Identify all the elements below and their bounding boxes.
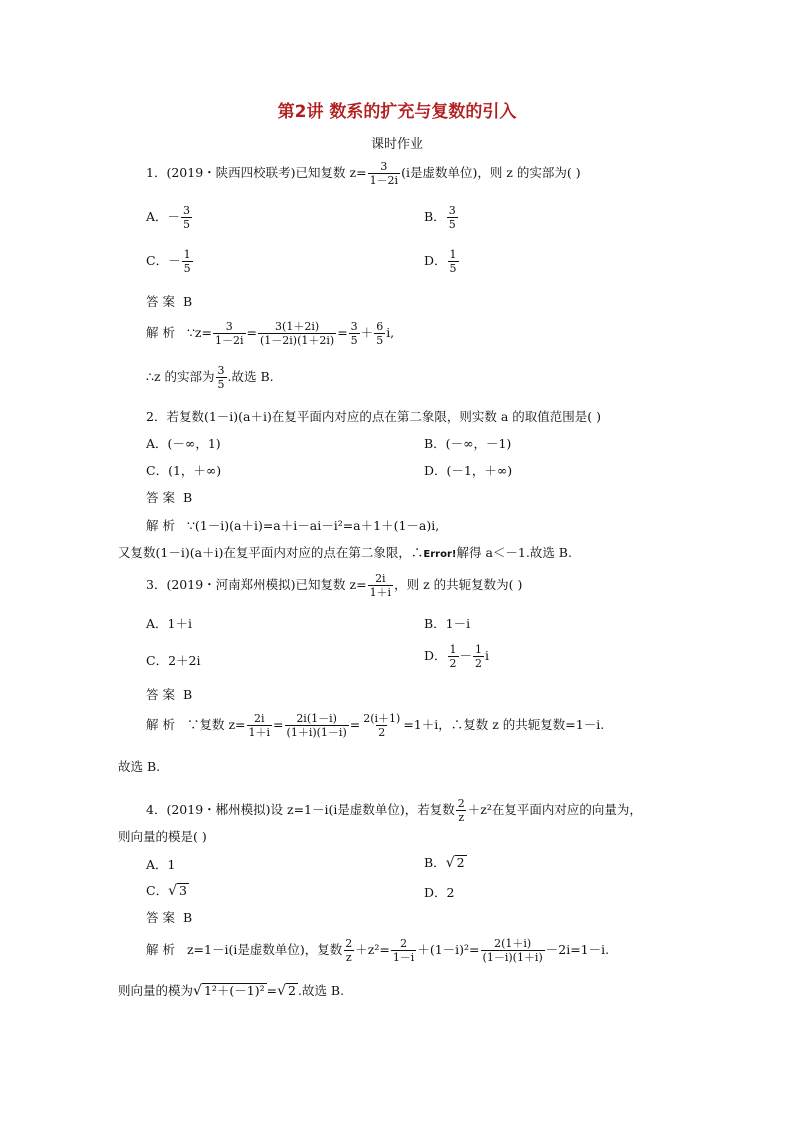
- equals-sign: =: [349, 717, 361, 732]
- q1-option-b: [424, 204, 459, 231]
- solution-fraction: [343, 937, 354, 964]
- frac-num: 3: [217, 364, 225, 377]
- solution-fraction: [216, 364, 227, 391]
- q1-stem-fraction: [368, 160, 401, 187]
- option-label: A．－: [146, 209, 181, 224]
- frac-den: (1＋i)(1－i): [286, 726, 347, 739]
- analysis-label: 解析: [146, 518, 180, 533]
- option-fraction: [448, 248, 459, 275]
- q3-answer: [146, 685, 192, 703]
- q1-solution-line1: [146, 320, 394, 347]
- q4-option-b: [424, 853, 467, 871]
- solution-text-end: －2i=1－i.: [545, 942, 610, 957]
- frac-den: 2: [378, 726, 386, 739]
- solution-fraction: [361, 712, 402, 739]
- sqrt-expression: [168, 883, 189, 898]
- solution-text: ＋(1－i)²=: [417, 942, 480, 957]
- option-label: B．: [424, 855, 446, 870]
- solution-text: ＋z²=: [355, 942, 390, 957]
- answer-label: 答案: [146, 294, 180, 309]
- q4-answer: [146, 908, 192, 926]
- frac-num: 3: [350, 320, 358, 333]
- q1-option-d: [424, 248, 460, 275]
- frac-num: 2: [345, 937, 353, 950]
- option-fraction: [181, 204, 192, 231]
- plus-sign: ＋: [360, 325, 374, 340]
- frac-den: 1－2i: [369, 174, 399, 187]
- radicand: 1²＋(－1)²: [203, 983, 265, 998]
- answer-label: 答案: [146, 910, 180, 925]
- q2-option-b: B．(－∞，－1): [424, 436, 512, 451]
- frac-den: 5: [183, 262, 191, 275]
- q4-solution-line1: [146, 937, 609, 964]
- frac-num: 3: [225, 320, 233, 333]
- solution-fraction: [213, 320, 246, 347]
- q2-option-a: A．(－∞，1): [146, 436, 221, 451]
- q3-stem: [146, 572, 522, 599]
- q2-option-d: D．(－1，＋∞): [424, 463, 513, 478]
- q3-solution-line1: [146, 712, 604, 739]
- analysis-label: 解析: [146, 325, 180, 340]
- solution-text-end: i,: [386, 325, 395, 340]
- radical-sign: √: [168, 883, 177, 899]
- q1-stem-text: 1．(2019・陕西四校联考)已知复数 z=: [146, 165, 367, 180]
- frac-den: 5: [449, 262, 457, 275]
- frac-num: 3: [448, 204, 456, 217]
- frac-den: 1＋i: [369, 586, 392, 599]
- equals-sign: =: [337, 325, 348, 340]
- q2-solution-line1: [146, 516, 439, 534]
- q2-option-c: C．(1，＋∞): [146, 463, 222, 478]
- q3-option-d: [424, 643, 489, 670]
- q1-option-a: [146, 204, 193, 231]
- frac-num: 2: [457, 797, 465, 810]
- q3-option-a: A．1＋i: [146, 616, 192, 631]
- solution-text-end: .故选 B.: [297, 983, 345, 998]
- solution-text: z=1－i(i是虚数单位)，复数: [186, 942, 343, 957]
- frac-den: 5: [350, 334, 358, 347]
- q3-option-b: B．1－i: [424, 616, 471, 631]
- solution-text-end: =1＋i，∴复数 z 的共轭复数=1－i.: [403, 717, 605, 732]
- solution-fraction: [247, 712, 273, 739]
- solution-text-end: 解得 a＜－1.故选 B.: [456, 545, 572, 560]
- q2-solution-line2: [118, 543, 572, 561]
- frac-num: 2i: [254, 712, 265, 725]
- frac-den: 1＋i: [248, 726, 271, 739]
- frac-den: 1－2i: [214, 334, 244, 347]
- solution-fraction: [481, 937, 545, 964]
- stem-text-end: ＋z²在复平面内对应的向量为，: [467, 802, 642, 817]
- q4-option-d: D．2: [424, 885, 455, 900]
- radicand: 2: [288, 983, 296, 998]
- stem-fraction: [456, 797, 467, 824]
- solution-fraction: [391, 937, 417, 964]
- sqrt-expression: [193, 983, 267, 998]
- q3-option-c: C．2＋2i: [146, 653, 201, 668]
- frac-num: 3: [183, 204, 191, 217]
- q2-stem: 2．若复数(1－i)(a＋i)在复平面内对应的点在第二象限，则实数 a 的取值范围是( ): [146, 409, 601, 424]
- answer-label: 答案: [146, 687, 180, 702]
- analysis-label: 解析: [146, 942, 180, 957]
- solution-text-end: .故选 B.: [227, 369, 274, 384]
- sqrt-expression: [277, 983, 298, 998]
- frac-den: 5: [217, 378, 225, 391]
- frac-num: 2: [400, 937, 408, 950]
- radical-sign: √: [445, 855, 455, 871]
- analysis-label: 解析: [146, 717, 180, 732]
- q2-answer: [146, 488, 192, 506]
- frac-num: 1: [475, 643, 483, 656]
- option-text-end: i: [485, 648, 490, 663]
- radical-sign: √: [193, 983, 202, 999]
- q1-stem-text-end: (i是虚数单位)，则 z 的实部为( ): [401, 165, 581, 180]
- solution-fraction: [258, 320, 336, 347]
- frac-den: 2: [449, 657, 457, 670]
- frac-num: 1: [449, 643, 457, 656]
- solution-fraction: [349, 320, 360, 347]
- solution-text: ∴z 的实部为: [146, 369, 215, 384]
- frac-den: (1－i)(1＋i): [482, 951, 543, 964]
- option-fraction: [448, 643, 459, 670]
- option-label: D．: [424, 648, 447, 663]
- frac-num: 2i: [375, 572, 386, 585]
- frac-num: 2(1＋i): [494, 937, 532, 950]
- frac-den: z: [458, 811, 465, 824]
- q4-solution-line2: [118, 981, 344, 999]
- frac-num: 6: [376, 320, 384, 333]
- solution-fraction: [285, 712, 349, 739]
- frac-den: 5: [376, 334, 384, 347]
- solution-text: ∵复数 z=: [186, 717, 246, 732]
- solution-text: 则向量的模为: [118, 983, 194, 998]
- option-label: C．: [146, 883, 169, 898]
- q3-solution-line2: 故选 B.: [118, 759, 161, 774]
- frac-den: 1－i: [392, 951, 415, 964]
- q4-option-c: [146, 881, 189, 899]
- answer-value: B: [183, 490, 193, 505]
- equals-sign: =: [273, 717, 284, 732]
- q1-answer: [146, 292, 192, 310]
- q1-solution-line2: [146, 364, 274, 391]
- solution-fraction: [374, 320, 385, 347]
- radicand: 2: [456, 855, 465, 870]
- frac-den: z: [345, 951, 352, 964]
- option-fraction: [447, 204, 458, 231]
- answer-label: 答案: [146, 490, 180, 505]
- solution-text: ∵(1－i)(a＋i)=a＋i－ai－i²=a＋1＋(1－a)i,: [186, 518, 440, 533]
- solution-text: ∵z=: [186, 325, 212, 340]
- option-label: B．: [424, 209, 446, 224]
- q1-option-c: [146, 248, 194, 275]
- stem-fraction: [368, 572, 394, 599]
- stem-text: 4．(2019・郴州模拟)设 z=1－i(i是虚数单位)，若复数: [146, 802, 455, 817]
- option-label: C．－: [146, 253, 181, 268]
- q4-option-a: A．1: [146, 857, 176, 872]
- equals-sign: =: [246, 325, 257, 340]
- option-fraction: [182, 248, 193, 275]
- minus-sign: －: [459, 648, 473, 663]
- page-subtitle: 课时作业: [370, 137, 423, 152]
- frac-den: (1－2i)(1＋2i): [259, 334, 335, 347]
- option-label: D．: [424, 253, 447, 268]
- frac-num: 1: [449, 248, 457, 261]
- page-title: 第2讲 数系的扩充与复数的引入: [277, 102, 517, 122]
- q4-stem-line1: [146, 797, 642, 824]
- frac-num: 3: [380, 160, 388, 173]
- sqrt-expression: [446, 855, 467, 870]
- q4-stem-line2: 则向量的模是( ): [118, 829, 207, 844]
- stem-text: 3．(2019・河南郑州模拟)已知复数 z=: [146, 577, 367, 592]
- frac-num: 2(i＋1): [363, 712, 401, 725]
- option-fraction: [473, 643, 484, 670]
- frac-num: 1: [183, 248, 191, 261]
- frac-den: 5: [448, 218, 456, 231]
- radical-sign: √: [277, 983, 287, 999]
- equals-sign: =: [266, 983, 278, 998]
- stem-text-end: ，则 z 的共轭复数为( ): [394, 577, 523, 592]
- answer-value: B: [183, 294, 193, 309]
- answer-value: B: [183, 910, 193, 925]
- frac-num: 2i(1－i): [296, 712, 337, 725]
- error-text: Error!: [423, 549, 457, 560]
- frac-den: 5: [183, 218, 191, 231]
- frac-den: 2: [475, 657, 483, 670]
- solution-text: 又复数(1－i)(a＋i)在复平面内对应的点在第二象限，∴: [118, 545, 424, 560]
- frac-num: 3(1＋2i): [275, 320, 320, 333]
- answer-value: B: [183, 687, 193, 702]
- radicand: 3: [179, 883, 187, 898]
- q1-stem: [146, 160, 581, 187]
